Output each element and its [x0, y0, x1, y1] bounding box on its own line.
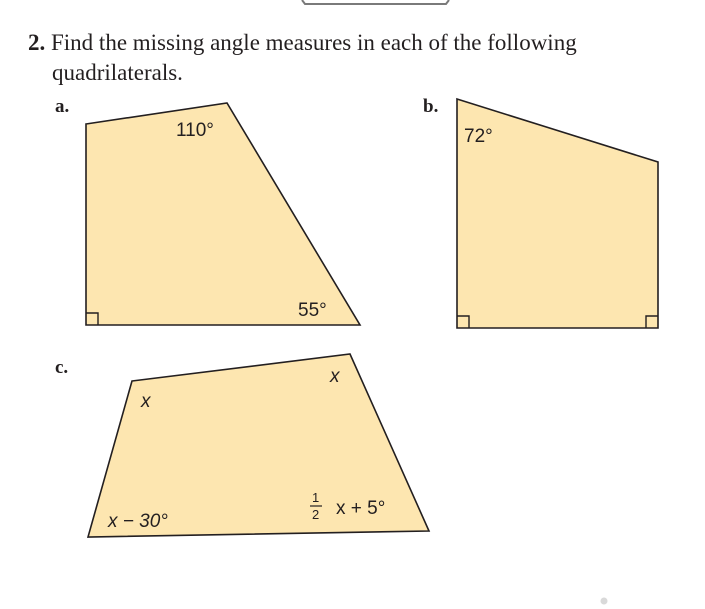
question-line-2: quadrilaterals. [52, 60, 183, 85]
question-line-1: Find the missing angle measures in each of the following [51, 30, 577, 55]
quadrilateral-c [88, 354, 429, 537]
fraction-denominator: 2 [312, 507, 320, 522]
part-b-label: b. [423, 96, 439, 117]
angle-55-label: 55° [298, 300, 327, 321]
angle-72-label: 72° [464, 126, 493, 147]
quadrilateral-b [457, 99, 658, 328]
angle-x-plus-5-text: x + 5° [336, 498, 386, 519]
angle-x-top-left: x [141, 391, 151, 412]
angle-x-minus-30-label [107, 511, 168, 532]
corner-dot-icon [599, 596, 609, 606]
part-a-label: a. [55, 96, 70, 117]
question-number: 2. [28, 30, 46, 55]
angle-110-label: 110° [176, 120, 214, 141]
part-c-label: c. [55, 357, 69, 378]
angle-x-minus-30-text: x − 30° [108, 511, 168, 532]
fraction-numerator: 1 [312, 490, 320, 505]
quadrilateral-a [86, 103, 360, 325]
angle-x-top-right: x [330, 366, 340, 387]
